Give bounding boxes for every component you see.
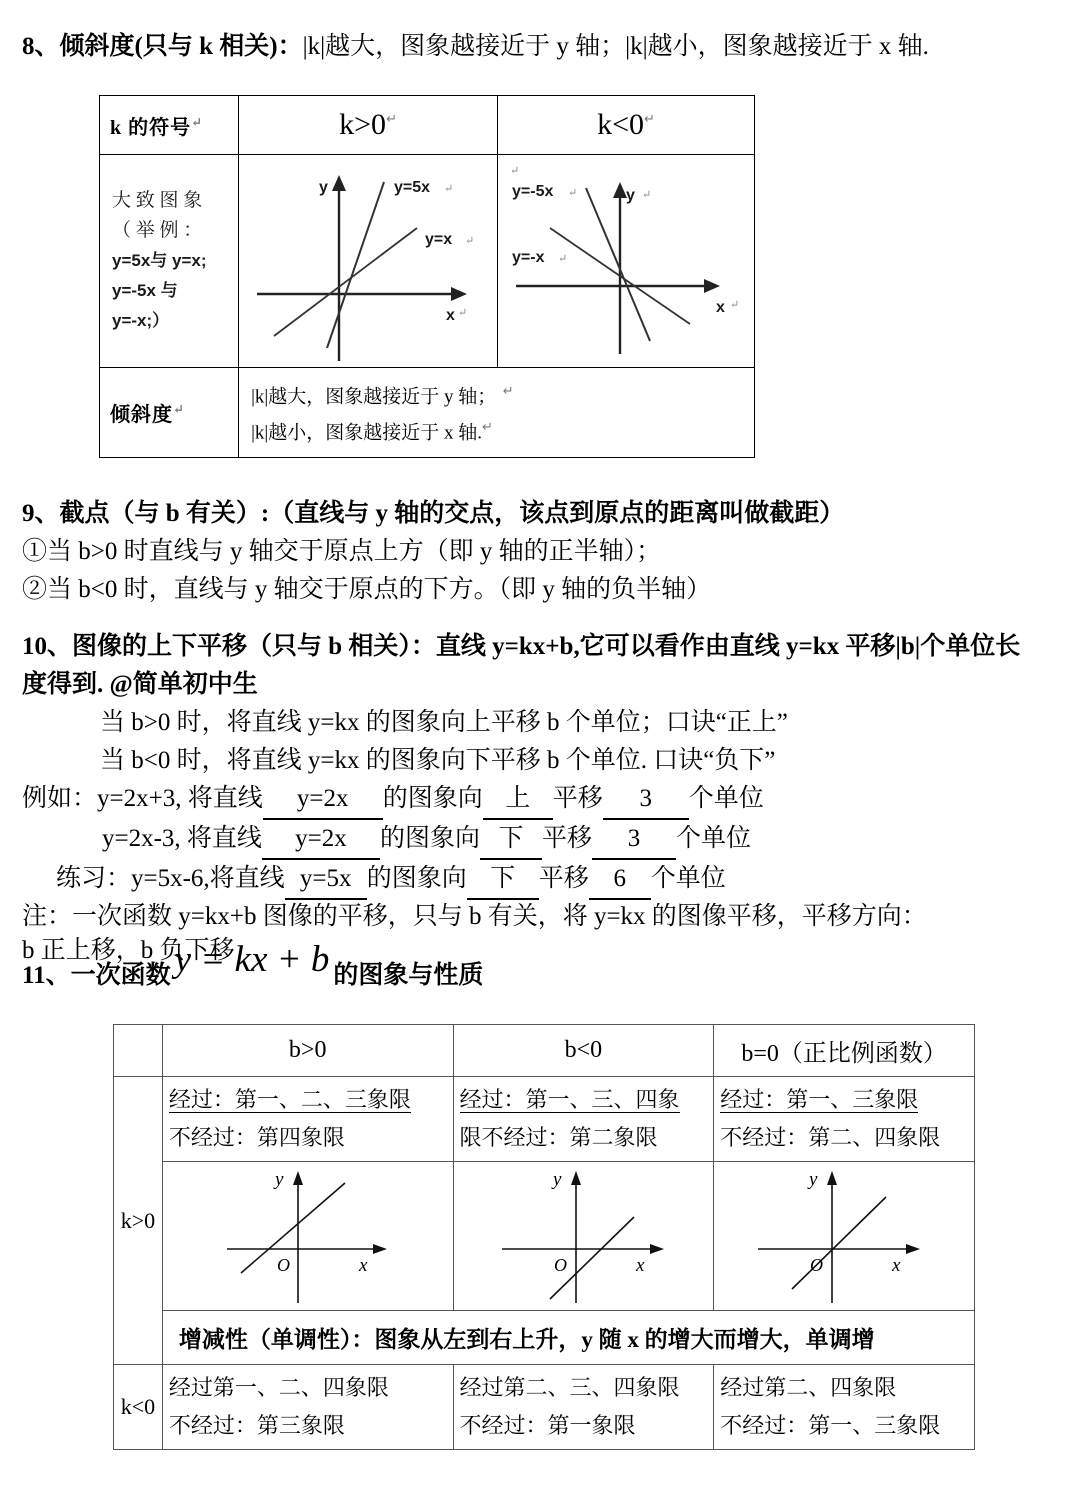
header-bpos-text: b>0 [288, 1037, 327, 1063]
kneg-bpos-nopass: 不经过：第三象限 [168, 1413, 345, 1438]
section-11-formula: y = kx + b [174, 939, 330, 980]
graph-label-line-0: 大 致 图 象 [112, 190, 203, 211]
chart-kpos-bneg-x-label: x [635, 1255, 644, 1276]
cell-kneg-bneg-quadrants [453, 1365, 714, 1450]
cell-slope-label [100, 368, 239, 458]
section-9-line-1: ①当 b>0 时直线与 y 轴交于原点上方（即 y 轴的正半轴）； [22, 538, 662, 565]
graph-label-block [100, 176, 238, 346]
cell-graph-kpos [239, 155, 498, 368]
section-10 [22, 628, 1020, 968]
cell-kneg-bpos-quadrants [162, 1365, 453, 1450]
example-2-blank-line: y=2x [262, 820, 380, 860]
chart-kneg-x-axis-label: x [716, 299, 725, 316]
chart-kpos-y-axis-label: y [319, 179, 328, 196]
pilcrow-icon: ↵ [510, 165, 520, 177]
example-1-blank-line: y=2x [263, 780, 383, 820]
chart-kpos-line-steep-label: y=5x [394, 179, 431, 196]
section-11 [22, 939, 484, 1010]
section-10-example-2 [22, 820, 1020, 860]
chart-kpos-bpos-x-label: x [358, 1255, 368, 1276]
slope-line-1: |k|越大，图象越接近于 y 轴； [251, 386, 497, 408]
chart-kpos [239, 156, 495, 366]
cell-corner [114, 1025, 163, 1077]
table-row-header [114, 1025, 975, 1077]
kpos-head-text: k>0 [339, 108, 387, 141]
chart-kpos-bzero-x-label: x [892, 1255, 901, 1276]
section-8-title: 倾斜度(只与 k 相关)： [59, 33, 303, 60]
section-10-example-1 [22, 780, 1020, 820]
section-11-tail: 的图象与性质 [333, 962, 484, 989]
chart-kpos-bzero-y-label: y [809, 1169, 818, 1190]
pilcrow-icon: ↵ [642, 189, 652, 201]
section-10-note-a: 注：一次函数 y=kx+b 图像的平移，只与 b 有关，将 y=kx 的图像平移，平移方向： [22, 903, 927, 930]
cell-graph-kpos-bzero [714, 1162, 975, 1311]
graph-label-line-2: y=5x与 y=x; [112, 251, 207, 270]
cell-sign-label [100, 96, 239, 155]
kneg-bzero-nopass: 不经过：第一、三象限 [720, 1413, 941, 1438]
chart-kpos-bpos [163, 1163, 451, 1309]
cell-graph-kneg [498, 155, 755, 368]
section-9 [22, 495, 844, 609]
practice-tail: 个单位 [650, 865, 726, 892]
table-row-kpos-quadrants [114, 1077, 975, 1162]
slope-line-2: |k|越小，图象越接近于 x 轴. [251, 422, 482, 444]
example-2-tail: 个单位 [675, 825, 751, 852]
chart-kpos-bzero [714, 1163, 972, 1309]
section-8 [22, 28, 929, 66]
section-10-practice [22, 860, 1020, 900]
kneg-bpos-pass: 经过第一、二、四象限 [168, 1375, 389, 1400]
practice-mid2: 平移 [538, 865, 589, 892]
example-2-mid2: 平移 [541, 825, 592, 852]
cell-slope-desc [239, 368, 755, 458]
cell-kneg-label: k<0 [114, 1365, 163, 1450]
example-1-blank-units: 3 [603, 780, 689, 820]
kneg-bneg-pass: 经过第二、三、四象限 [459, 1375, 680, 1400]
section-10-note-b: b 正上移，b 负下移 [22, 937, 235, 964]
chart-kpos-bneg [454, 1163, 712, 1309]
practice-blank-direction: 下 [467, 860, 539, 900]
graph-label-line-4: y=-x;） [112, 311, 170, 330]
section-11-num: 11、一次函数 [22, 962, 171, 989]
section-9-line-2: ②当 b<0 时，直线与 y 轴交于原点的下方。（即 y 轴的负半轴） [22, 576, 712, 603]
cell-kpos-bpos-quadrants [162, 1077, 453, 1162]
example-1-lead: 例如：y=2x+3, 将直线 [22, 785, 263, 812]
chart-kpos-bpos-origin-label: O [276, 1255, 290, 1275]
section-10-rule-positive: 当 b>0 时，将直线 y=kx 的图象向上平移 b 个单位；口诀“正上” [100, 709, 788, 736]
pilcrow-icon: ↵ [481, 419, 493, 435]
kneg-head-text: k<0 [597, 108, 645, 141]
table-row-slope [100, 368, 755, 458]
cell-monotonic [162, 1311, 974, 1365]
chart-kneg-line-steep-label: y=-5x [512, 183, 554, 200]
cell-kneg-bzero-quadrants [714, 1365, 975, 1450]
cell-header-bpos [162, 1025, 453, 1077]
chart-kneg-y-axis-label: y [626, 187, 635, 204]
chart-kpos-bneg-y-label: y [552, 1169, 561, 1190]
kpos-bneg-pass: 经过：第一、三、四象 [459, 1087, 680, 1112]
chart-kneg [498, 156, 752, 366]
kneg-bzero-pass: 经过第二、四象限 [720, 1375, 897, 1400]
section-9-heading: 9、截点（与 b 有关）:（直线与 y 轴的交点，该点到原点的距离叫做截距） [22, 500, 845, 527]
properties-table [113, 1024, 975, 1450]
kneg-bneg-nopass: 不经过：第一象限 [459, 1413, 636, 1438]
pilcrow-icon: ↵ [173, 401, 185, 417]
table-row-graphs [100, 155, 755, 368]
cell-kpos-label: k>0 [114, 1077, 163, 1365]
pilcrow-icon: ↵ [465, 235, 475, 247]
cell-kneg-head [498, 96, 755, 155]
example-1-mid: 的图象向 [382, 785, 483, 812]
pilcrow-icon: ↵ [444, 183, 454, 195]
practice-lead: 练习：y=5x-6,将直线 [56, 865, 285, 892]
example-2-mid: 的图象向 [379, 825, 480, 852]
section-8-body: |k|越大，图象越接近于 y 轴；|k|越小，图象越接近于 x 轴. [302, 33, 929, 60]
section-8-num: 8、 [22, 33, 60, 60]
cell-kpos-bzero-quadrants [714, 1077, 975, 1162]
cell-header-bzero [714, 1025, 975, 1077]
pilcrow-icon: ↵ [644, 111, 655, 126]
kpos-bzero-nopass: 不经过：第二、四象限 [720, 1125, 941, 1150]
kpos-bneg-nopass: 限不经过：第二象限 [459, 1125, 658, 1150]
pilcrow-icon: ↵ [386, 111, 397, 126]
cell-graph-kpos-bneg [453, 1162, 714, 1311]
practice-blank-units: 6 [589, 860, 651, 900]
sign-label-text: k 的符号 [110, 116, 192, 139]
pilcrow-icon: ↵ [496, 383, 514, 398]
section-10-rule-negative: 当 b<0 时，将直线 y=kx 的图象向下平移 b 个单位. 口诀“负下” [100, 747, 776, 774]
example-2-blank-direction: 下 [480, 820, 542, 860]
cell-kpos-bneg-quadrants [453, 1077, 714, 1162]
pilcrow-icon: ↵ [191, 113, 204, 129]
slope-table [99, 95, 755, 458]
table-row-kpos-graphs [114, 1162, 975, 1311]
practice-mid: 的图象向 [366, 865, 467, 892]
pilcrow-icon: ↵ [568, 187, 578, 199]
cell-graph-kpos-bpos [162, 1162, 453, 1311]
cell-header-bneg [453, 1025, 714, 1077]
section-8-line [22, 28, 929, 66]
section-10-heading-a: 10、图像的上下平移（只与 b 相关）：直线 y=kx+b,它可以看作由直线 y=kx 平移|b|个单位长 [22, 633, 1021, 660]
chart-kpos-line-shallow-label: y=x [425, 231, 453, 248]
graph-label-line-1: （ 举 例 ： [112, 220, 203, 241]
example-1-tail: 个单位 [688, 785, 764, 812]
example-1-blank-direction: 上 [483, 780, 553, 820]
chart-kpos-bpos-y-label: y [274, 1169, 284, 1190]
table-row-monotonic [114, 1311, 975, 1365]
header-bzero-text: b=0（正比例函数） [741, 1041, 947, 1067]
chart-kneg-line-shallow-label: y=-x [512, 249, 545, 266]
pilcrow-icon: ↵ [730, 299, 740, 311]
chart-kpos-x-axis-label: x [446, 307, 455, 324]
kpos-bpos-nopass: 不经过：第四象限 [168, 1125, 345, 1150]
practice-blank-line: y=5x [285, 860, 367, 900]
example-2-blank-units: 3 [592, 820, 676, 860]
example-2-lead: y=2x-3, 将直线 [102, 825, 262, 852]
chart-kpos-bneg-origin-label: O [553, 1255, 567, 1275]
pilcrow-icon: ↵ [458, 307, 468, 319]
chart-kpos-bzero-origin-label: O [810, 1255, 824, 1275]
monotonic-text: 增减性（单调性）：图象从左到右上升，y 随 x 的增大而增大，单调增 [178, 1327, 875, 1352]
cell-kpos-head [239, 96, 498, 155]
header-bneg-text: b<0 [564, 1037, 603, 1063]
slope-label-text: 倾斜度 [110, 403, 173, 426]
section-10-heading-b: 度得到. @简单初中生 [22, 671, 258, 698]
pilcrow-icon: ↵ [558, 253, 568, 265]
kpos-bzero-pass: 经过：第一、三象限 [720, 1087, 919, 1112]
cell-graph-label [100, 155, 239, 368]
kpos-bpos-pass: 经过：第一、二、三象限 [168, 1087, 411, 1112]
table-row-kneg-quadrants [114, 1365, 975, 1450]
table-row-sign [100, 96, 755, 155]
graph-label-line-3: y=-5x 与 [112, 281, 178, 300]
example-1-mid2: 平移 [552, 785, 603, 812]
